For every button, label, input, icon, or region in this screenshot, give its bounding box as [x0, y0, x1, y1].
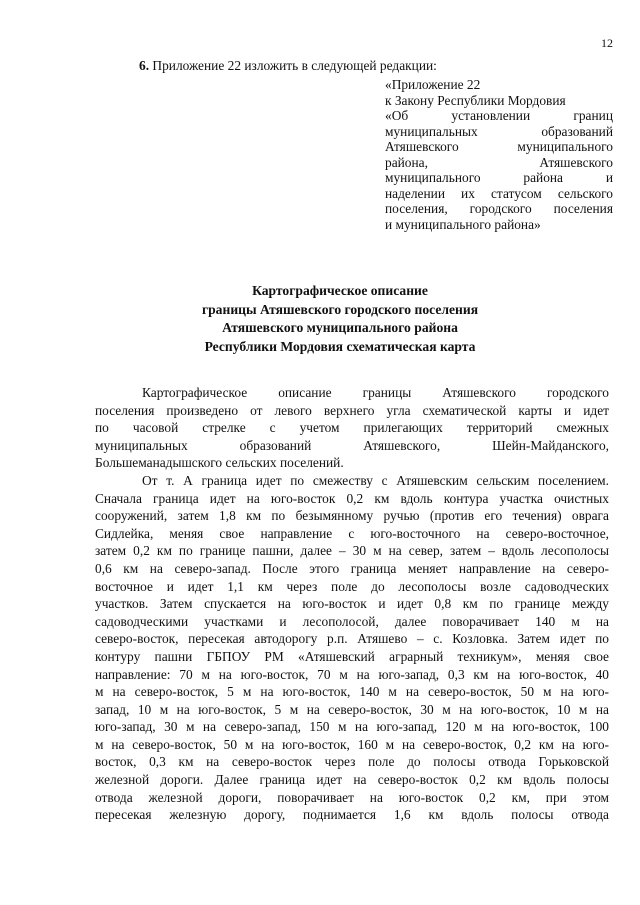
amendment-number: 6. [139, 58, 150, 73]
body-line: От т. А граница идет по смежеству с Атяшевским сельским поселением. [142, 472, 609, 488]
page-number: 12 [601, 36, 613, 50]
body-line: восток, 0,3 км на северо-восток через поле до полосы отвода Горьковской [95, 754, 609, 770]
amendment-text: Приложение 22 изложить в следующей редакции: [152, 58, 437, 73]
body-line: садоводческими участками и лесополосой, далее поворачивает 140 м на [95, 613, 609, 629]
title-line: Картографическое описание [252, 283, 428, 298]
appendix-line: и муниципального района» [385, 216, 541, 232]
body-line: пересекая железную дорогу, поднимается 1,6 км вдоль полосы отвода [95, 807, 609, 823]
body-line: направление: 70 м на юго-восток, 70 м на юго-запад, 0,3 км на юго-восток, 40 [95, 666, 609, 682]
body-line: м на северо-восток, 5 м на юго-восток, 140 м на северо-восток, 50 м на юго- [95, 684, 609, 700]
appendix-header [385, 77, 613, 232]
body-line: по часовой стрелке с учетом прилегающих территорий смежных [95, 420, 609, 436]
title-line: Республики Мордовия схематическая карта [204, 338, 476, 354]
body-line: Сидлейка, меняя свое направление с юго-восточного на северо-восточное, [95, 525, 609, 541]
amendment-line [139, 58, 609, 74]
appendix-line: поселения, городского поселения [385, 201, 613, 216]
body-line: участков. Затем спускается на юго-восток и идет 0,8 км по границе между [95, 596, 609, 612]
body-line: запад, 10 м на юго-восток, 5 м на северо-восток, 30 м на юго-восток, 10 м на [95, 701, 609, 717]
appendix-line: Атяшевского муниципального [385, 139, 613, 154]
body-text [95, 384, 609, 824]
body-line: контуру пашни ГБПОУ РМ «Атяшевский аграрный техникум», меняя свое [95, 648, 609, 664]
body-line: 0,6 км на северо-запад. После этого граница меняет направление на северо- [95, 560, 609, 576]
appendix-line: к Закону Республики Мордовия [385, 92, 566, 108]
body-line: сооружений, затем 1,8 км по безымянному ручью (против его течения) оврага [95, 508, 609, 524]
body-line: Картографическое описание границы Атяшевского городского [142, 385, 609, 400]
appendix-line: муниципального района и [385, 170, 613, 185]
body-line: железной дороги. Далее граница идет на северо-восток 0,2 км вдоль полосы [95, 772, 609, 788]
appendix-line: «Об установлении границ [385, 108, 613, 123]
body-line: м на северо-восток, 50 м на юго-восток, 160 м на северо-восток, 0,2 км на юго- [95, 736, 609, 752]
document-title [80, 282, 600, 356]
body-line: поселения произведено от левого верхнего угла схематической карты и идет [95, 402, 609, 418]
body-line: муниципальных образований Атяшевского, Шейн-Майданского, [95, 437, 609, 453]
body-line: северо-восток, пересекая автодорогу р.п. Атяшево – с. Козловка. Затем идет по [95, 631, 609, 647]
body-line: Большеманадышского сельских поселений. [95, 455, 344, 471]
body-line: Сначала граница идет на юго-восток 0,2 км вдоль контура участка очистных [95, 490, 609, 506]
appendix-line: муниципальных образований [385, 123, 613, 139]
appendix-line: «Приложение 22 [385, 77, 481, 92]
title-line: границы Атяшевского городского поселения [201, 301, 479, 317]
body-line: восточное и идет 1,1 км через поле до лесополосы возле садоводческих [95, 578, 609, 594]
title-line: Атяшевского муниципального района [222, 320, 458, 335]
body-line: отвода железной дороги, поворачивает на юго-восток 0,2 км, при этом [95, 789, 609, 805]
body-line: затем 0,2 км по границе пашни, далее – 30 м на север, затем – вдоль лесополосы [95, 543, 609, 559]
body-line: юго-запад, 30 м на северо-запад, 150 м на юго-запад, 120 м на юго-восток, 100 [95, 719, 609, 735]
appendix-line: района, Атяшевского [385, 154, 613, 170]
appendix-line: наделении их статусом сельского [385, 185, 613, 201]
